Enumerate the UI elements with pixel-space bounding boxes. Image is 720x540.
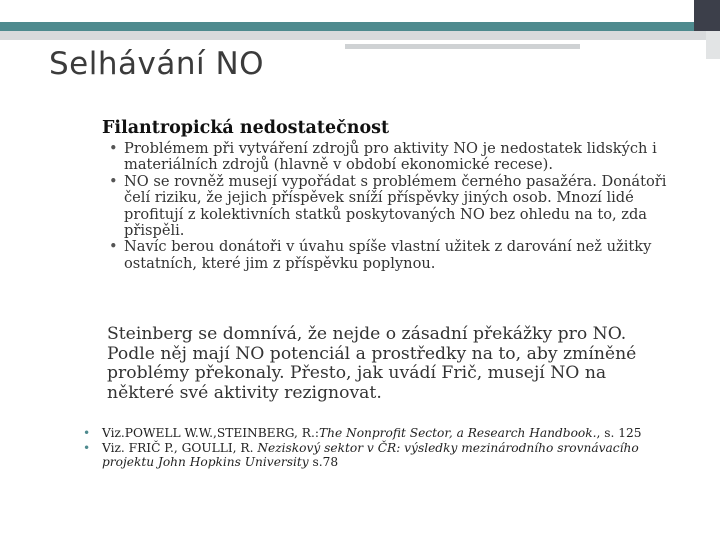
reference-title: The Nonprofit Sector, a Research Handbook. [318,426,597,440]
bullet-item: • NO se rovněž musejí vypořádat s problémem černého pasažéra. Donátoři čelí riziku, že jejich příspěvek sníží příspěvky jiných osob. Mnozí lidé profitují z kolektivních statků poskytovaných NO bez ohledu na to, zda přispěli. [104,174,684,240]
title-underline-bar [345,44,580,49]
reference-list [82,426,692,471]
reference-item [82,441,692,469]
bullet-item: • Problémem při vytváření zdrojů pro aktivity NO je nedostatek lidských i materiálních zdrojů (hlavně v období ekonomické recese). [104,141,684,174]
reference-suffix: s.78 [308,455,339,470]
bullet-list [104,141,684,272]
top-accent-bar [0,22,720,31]
reference-prefix: Viz.POWELL W.W.,STEINBERG, R.: [102,426,319,440]
reference-prefix: Viz. FRIČ P., GOULLI, R. [102,441,254,456]
slide-title: Selhávání NO [49,46,265,82]
reference-item [82,426,692,440]
top-grey-bar [0,31,720,40]
reference-suffix: , s. 125 [596,426,642,440]
right-accent-block [706,31,720,59]
section-heading: Filantropická nedostatečnost [102,118,390,138]
bullet-item: • Navíc berou donátoři v úvahu spíše vlastní užitek z darování než užitky ostatních, které jim z příspěvku poplynou. [104,239,684,272]
reference-title: Neziskový sektor v ČR: výsledky mezinárodního srovnávacího projektu John Hopkins University [102,441,639,470]
summary-paragraph: Steinberg se domnívá, že nejde o zásadní překážky pro NO. Podle něj mají NO potenciál a prostředky na to, aby zmíněné problémy překonaly. Přesto, jak uvádí Frič, musejí NO na některé své aktivity rezignovat. [107,324,637,403]
corner-accent-block [694,0,720,31]
